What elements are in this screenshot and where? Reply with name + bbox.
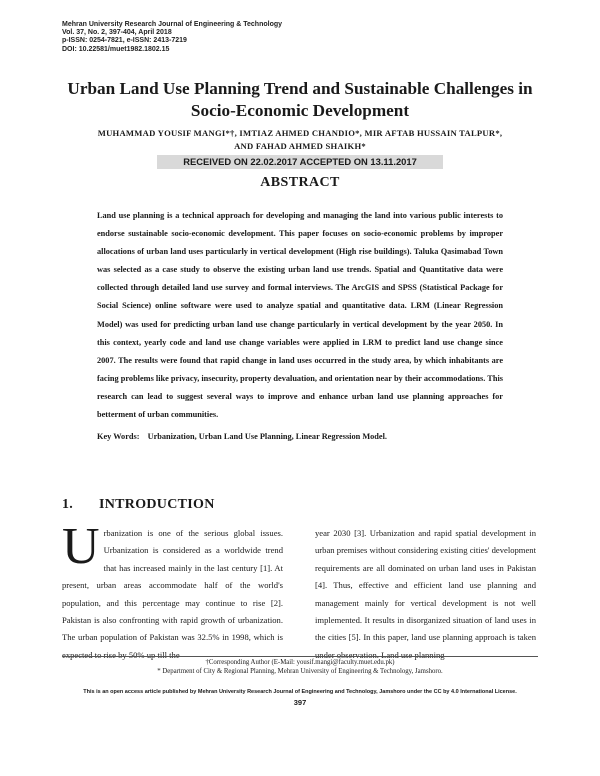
intro-left-column [62,518,283,664]
section-number: 1. [62,497,74,512]
title-line-1: Urban Land Use Planning Trend and Sustainable Challenges in [67,79,533,98]
section-heading-introduction [62,497,215,513]
journal-header [62,21,282,54]
journal-issn: p-ISSN: 0254-7821, e-ISSN: 2413-7219 [62,37,187,45]
footnote-divider [62,656,538,657]
authors-line-2: AND FAHAD AHMED SHAIKH* [234,140,366,151]
author-list [40,127,560,152]
authors-line-1: MUHAMMAD YOUSIF MANGI*†, IMTIAZ AHMED CHANDIO*, MIR AFTAB HUSSAIN TALPUR*, [97,128,503,138]
footnote-corresponding-author: †Corresponding Author (E-Mail: yousif.mangi@faculty.muet.edu.pk) [205,659,395,666]
keywords-label: Key Words: [97,432,140,441]
intro-right-text: year 2030 [3]. Urbanization and rapid spatial development in urban premises without considering existing cities' development requirements are all dominated on urban land uses in Pakistan [4]. Thus, effective and efficient land use planning and management mainly for vertical development is not well implemented. It results in disorganized situation of land uses in the cities [5]. In this paper, land use planning approach is taken under observation. Land use planning [315,528,536,660]
intro-right-column [315,525,536,664]
abstract-heading: ABSTRACT [260,175,340,190]
journal-doi: DOI: 10.22581/muet1982.1802.15 [62,45,170,53]
journal-volume: Vol. 37, No. 2, 397-404, April 2018 [62,29,172,37]
journal-name: Mehran University Research Journal of Engineering & Technology [62,21,283,28]
abstract-text: Land use planning is a technical approach for developing and managing the land into various public interests to endorse sustainable socio-economic development. This paper focuses on socio-economic problems by improper allocations of urban land uses particularly in vertical development (High rise buildings). Taluka Qasimabad Town was selected as a case study to observe the existing urban land use trends. Spatial and Quantitative data were collected through detailed land use survey and formal interviews. The ArcGIS and SPSS (Statistical Package for Social Science) online software were used to analyze spatial and quantitative data. LRM (Linear Regression Model) was used for predicting urban land use change particularly in vertical development by the year 2050. In this context, yearly code and land use change variables were applied in LRM to predict land use change since 2007. The results were found that rapid change in land uses occurred in the study area, by which inhabitants are facing problems like privacy, insecurity, property devaluation, and orientation near by their accommodations. This research can lead to suggest several ways to improve and enhance urban land use planning approaches for betterment of urban communities. [97,211,503,420]
received-banner: RECEIVED ON 22.02.2017 ACCEPTED ON 13.11.2017 [157,155,443,169]
section-title: INTRODUCTION [99,497,215,512]
keywords-line [97,432,503,441]
drop-cap: U [62,518,100,575]
intro-left-text: rbanization is one of the serious global issues. Urbanization is considered as a worldwide trend that has increased mainly in the last century [1]. At present, urban areas accommodate half of the world's population, and this percentage may continue to rise [2]. Pakistan is also confronting with rapid growth of urbanization. The urban population of Pakistan was 32.5% in 1998, which is expected to rise by 50% up till the [62,528,283,660]
footnote-department: * Department of City & Regional Planning, Mehran University of Engineering & Technology, Jamshoro. [157,668,443,675]
paper-title [40,78,560,122]
page-number: 397 [293,698,307,707]
title-line-2: Socio-Economic Development [190,101,410,120]
license-notice: This is an open access article published by Mehran University Research Journal of Engineering and Technology, Jamshoro under the CC by 4.0 International License. [83,689,517,695]
keywords-list: Urbanization, Urban Land Use Planning, Linear Regression Model. [147,432,387,441]
